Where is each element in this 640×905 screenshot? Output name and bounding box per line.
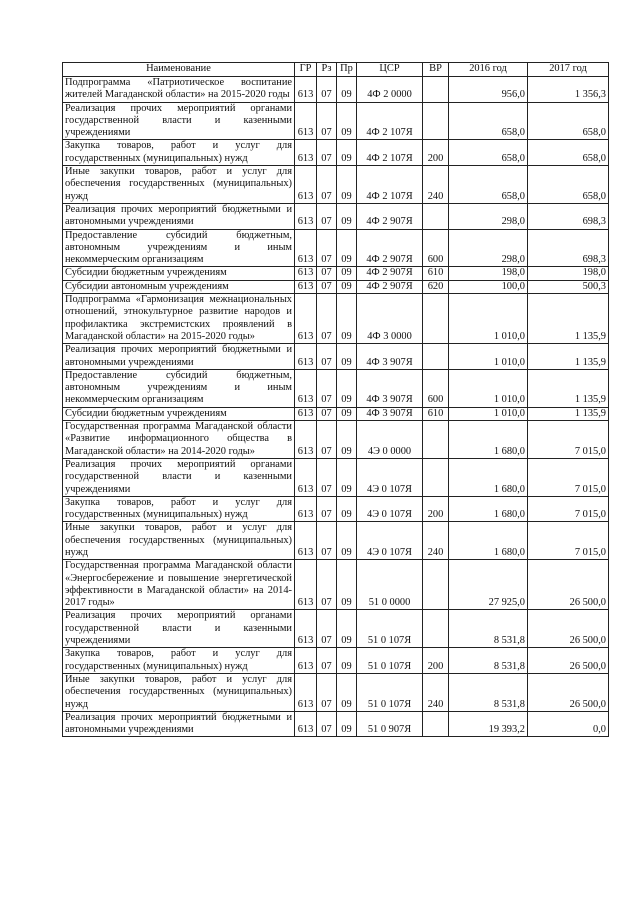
row-rz-cell: 07: [317, 560, 337, 610]
row-csr-cell: 4Ф 2 107Я: [357, 166, 423, 204]
row-name-cell: Подпрограмма «Гармонизация межнациональных отношений, этнокультурное развитие народов и профилактика экстремистских проявлений в Магаданской области» на 2015-2020 годы»: [63, 294, 295, 344]
row-pr-cell: 09: [337, 407, 357, 420]
row-rz-cell: 07: [317, 421, 337, 459]
row-csr-cell: 4Ф 2 107Я: [357, 140, 423, 166]
row-2016-cell: 8 531,8: [449, 610, 528, 648]
row-rz-cell: 07: [317, 280, 337, 293]
row-vr-cell: 240: [423, 522, 449, 560]
row-2017-cell: 0,0: [528, 711, 609, 737]
row-2017-cell: 1 356,3: [528, 77, 609, 103]
row-csr-cell: 4Ф 2 907Я: [357, 203, 423, 229]
row-rz-cell: 07: [317, 102, 337, 140]
table-row: [63, 229, 609, 267]
row-vr-cell: 240: [423, 673, 449, 711]
row-2017-cell: 698,3: [528, 203, 609, 229]
row-rz-cell: 07: [317, 166, 337, 204]
row-rz-cell: 07: [317, 267, 337, 280]
row-name-cell: Реализация прочих мероприятий органами государственной власти и казенными учреждениями: [63, 458, 295, 496]
table-row: [63, 280, 609, 293]
row-gr-cell: 613: [295, 203, 317, 229]
row-2016-cell: 19 393,2: [449, 711, 528, 737]
row-name-cell: Субсидии бюджетным учреждениям: [63, 407, 295, 420]
row-vr-cell: 240: [423, 166, 449, 204]
table-row: [63, 203, 609, 229]
row-vr-cell: 200: [423, 140, 449, 166]
row-2017-cell: 698,3: [528, 229, 609, 267]
row-rz-cell: 07: [317, 458, 337, 496]
row-name-cell: Закупка товаров, работ и услуг для государственных (муниципальных) нужд: [63, 140, 295, 166]
row-2016-cell: 956,0: [449, 77, 528, 103]
row-2017-cell: 26 500,0: [528, 648, 609, 674]
row-gr-cell: 613: [295, 369, 317, 407]
row-vr-cell: [423, 344, 449, 370]
row-name-cell: Реализация прочих мероприятий органами государственной власти и казенными учреждениями: [63, 102, 295, 140]
row-name-cell: Иные закупки товаров, работ и услуг для обеспечения государственных (муниципальных) нужд: [63, 522, 295, 560]
table-row: [63, 294, 609, 344]
row-rz-cell: 07: [317, 203, 337, 229]
header-pr: Пр: [337, 63, 357, 77]
row-2016-cell: 658,0: [449, 102, 528, 140]
row-pr-cell: 09: [337, 280, 357, 293]
row-rz-cell: 07: [317, 496, 337, 522]
row-gr-cell: 613: [295, 267, 317, 280]
row-2016-cell: 298,0: [449, 229, 528, 267]
row-2017-cell: 26 500,0: [528, 610, 609, 648]
row-gr-cell: 613: [295, 140, 317, 166]
row-2017-cell: 7 015,0: [528, 496, 609, 522]
table-row: [63, 610, 609, 648]
header-2016: 2016 год: [449, 63, 528, 77]
row-2016-cell: 27 925,0: [449, 560, 528, 610]
row-2016-cell: 198,0: [449, 267, 528, 280]
row-gr-cell: 613: [295, 421, 317, 459]
row-vr-cell: 600: [423, 369, 449, 407]
table-row: [63, 421, 609, 459]
row-2016-cell: 658,0: [449, 166, 528, 204]
row-csr-cell: 4Ф 2 907Я: [357, 267, 423, 280]
row-rz-cell: 07: [317, 140, 337, 166]
row-pr-cell: 09: [337, 673, 357, 711]
row-2016-cell: 8 531,8: [449, 673, 528, 711]
row-vr-cell: [423, 77, 449, 103]
row-csr-cell: 4Ф 3 907Я: [357, 407, 423, 420]
row-gr-cell: 613: [295, 77, 317, 103]
header-2017: 2017 год: [528, 63, 609, 77]
row-pr-cell: 09: [337, 648, 357, 674]
row-csr-cell: 4Э 0 107Я: [357, 458, 423, 496]
row-2017-cell: 198,0: [528, 267, 609, 280]
table-row: [63, 344, 609, 370]
table-row: [63, 496, 609, 522]
row-vr-cell: 200: [423, 496, 449, 522]
row-rz-cell: 07: [317, 522, 337, 560]
row-name-cell: Государственная программа Магаданской области «Энергосбережение и повышение энергетической эффективности в Магаданской области» на 2014-2017 годы»: [63, 560, 295, 610]
row-name-cell: Предоставление субсидий бюджетным, автономным учреждениям и иным некоммерческим организациям: [63, 369, 295, 407]
row-name-cell: Реализация прочих мероприятий органами государственной власти и казенными учреждениями: [63, 610, 295, 648]
row-gr-cell: 613: [295, 102, 317, 140]
row-vr-cell: [423, 203, 449, 229]
row-gr-cell: 613: [295, 610, 317, 648]
header-gr: ГР: [295, 63, 317, 77]
row-pr-cell: 09: [337, 560, 357, 610]
row-csr-cell: 4Э 0 107Я: [357, 496, 423, 522]
row-pr-cell: 09: [337, 522, 357, 560]
row-csr-cell: 4Ф 2 0000: [357, 77, 423, 103]
row-pr-cell: 09: [337, 203, 357, 229]
row-2016-cell: 100,0: [449, 280, 528, 293]
row-2017-cell: 658,0: [528, 140, 609, 166]
table-row: [63, 711, 609, 737]
row-2016-cell: 1 680,0: [449, 496, 528, 522]
row-2016-cell: 298,0: [449, 203, 528, 229]
table-header-row: [63, 63, 609, 77]
table-row: [63, 166, 609, 204]
row-2017-cell: 26 500,0: [528, 560, 609, 610]
row-csr-cell: 4Э 0 0000: [357, 421, 423, 459]
row-csr-cell: 4Ф 2 107Я: [357, 102, 423, 140]
row-2016-cell: 1 680,0: [449, 421, 528, 459]
row-name-cell: Иные закупки товаров, работ и услуг для обеспечения государственных (муниципальных) нужд: [63, 673, 295, 711]
row-name-cell: Закупка товаров, работ и услуг для государственных (муниципальных) нужд: [63, 496, 295, 522]
table-row: [63, 267, 609, 280]
row-csr-cell: 4Ф 3 907Я: [357, 344, 423, 370]
header-rz: Рз: [317, 63, 337, 77]
row-vr-cell: [423, 421, 449, 459]
row-2017-cell: 26 500,0: [528, 673, 609, 711]
budget-table: [62, 62, 609, 737]
row-2017-cell: 1 135,9: [528, 407, 609, 420]
row-2016-cell: 1 010,0: [449, 369, 528, 407]
row-rz-cell: 07: [317, 407, 337, 420]
row-name-cell: Государственная программа Магаданской области «Развитие информационного общества в Магаданской области» на 2014-2020 годы»: [63, 421, 295, 459]
row-gr-cell: 613: [295, 711, 317, 737]
row-vr-cell: 610: [423, 267, 449, 280]
row-csr-cell: 51 0 107Я: [357, 610, 423, 648]
row-csr-cell: 4Ф 3 0000: [357, 294, 423, 344]
row-2016-cell: 1 680,0: [449, 458, 528, 496]
row-name-cell: Иные закупки товаров, работ и услуг для обеспечения государственных (муниципальных) нужд: [63, 166, 295, 204]
row-gr-cell: 613: [295, 458, 317, 496]
row-pr-cell: 09: [337, 102, 357, 140]
header-vr: ВР: [423, 63, 449, 77]
row-csr-cell: 51 0 107Я: [357, 648, 423, 674]
row-2016-cell: 1 680,0: [449, 522, 528, 560]
row-name-cell: Предоставление субсидий бюджетным, автономным учреждениям и иным некоммерческим организациям: [63, 229, 295, 267]
row-gr-cell: 613: [295, 344, 317, 370]
row-2017-cell: 658,0: [528, 102, 609, 140]
row-gr-cell: 613: [295, 280, 317, 293]
row-csr-cell: 51 0 907Я: [357, 711, 423, 737]
row-name-cell: Реализация прочих мероприятий бюджетными и автономными учреждениями: [63, 711, 295, 737]
row-2017-cell: 1 135,9: [528, 344, 609, 370]
row-vr-cell: [423, 102, 449, 140]
row-2016-cell: 1 010,0: [449, 407, 528, 420]
row-vr-cell: [423, 711, 449, 737]
row-gr-cell: 613: [295, 294, 317, 344]
row-gr-cell: 613: [295, 560, 317, 610]
row-pr-cell: 09: [337, 369, 357, 407]
row-vr-cell: [423, 294, 449, 344]
row-pr-cell: 09: [337, 421, 357, 459]
row-vr-cell: 620: [423, 280, 449, 293]
row-2016-cell: 8 531,8: [449, 648, 528, 674]
row-pr-cell: 09: [337, 267, 357, 280]
table-row: [63, 458, 609, 496]
row-pr-cell: 09: [337, 610, 357, 648]
row-pr-cell: 09: [337, 140, 357, 166]
row-name-cell: Субсидии автономным учреждениям: [63, 280, 295, 293]
row-rz-cell: 07: [317, 369, 337, 407]
row-vr-cell: [423, 610, 449, 648]
row-gr-cell: 613: [295, 648, 317, 674]
row-name-cell: Реализация прочих мероприятий бюджетными и автономными учреждениями: [63, 344, 295, 370]
row-csr-cell: 4Ф 3 907Я: [357, 369, 423, 407]
table-row: [63, 407, 609, 420]
row-name-cell: Реализация прочих мероприятий бюджетными и автономными учреждениями: [63, 203, 295, 229]
row-pr-cell: 09: [337, 344, 357, 370]
header-name: Наименование: [63, 63, 295, 77]
row-pr-cell: 09: [337, 77, 357, 103]
row-csr-cell: 4Э 0 107Я: [357, 522, 423, 560]
row-gr-cell: 613: [295, 229, 317, 267]
row-vr-cell: [423, 458, 449, 496]
row-2017-cell: 7 015,0: [528, 522, 609, 560]
row-name-cell: Подпрограмма «Патриотическое воспитание жителей Магаданской области» на 2015-2020 годы: [63, 77, 295, 103]
row-gr-cell: 613: [295, 166, 317, 204]
row-2017-cell: 7 015,0: [528, 421, 609, 459]
table-row: [63, 648, 609, 674]
row-2017-cell: 1 135,9: [528, 294, 609, 344]
row-csr-cell: 4Ф 2 907Я: [357, 280, 423, 293]
row-pr-cell: 09: [337, 166, 357, 204]
row-pr-cell: 09: [337, 496, 357, 522]
table-row: [63, 560, 609, 610]
row-2017-cell: 1 135,9: [528, 369, 609, 407]
row-2016-cell: 1 010,0: [449, 344, 528, 370]
row-gr-cell: 613: [295, 407, 317, 420]
header-csr: ЦСР: [357, 63, 423, 77]
row-csr-cell: 51 0 107Я: [357, 673, 423, 711]
row-csr-cell: 4Ф 2 907Я: [357, 229, 423, 267]
row-name-cell: Закупка товаров, работ и услуг для государственных (муниципальных) нужд: [63, 648, 295, 674]
row-2017-cell: 7 015,0: [528, 458, 609, 496]
row-pr-cell: 09: [337, 229, 357, 267]
table-row: [63, 673, 609, 711]
table-row: [63, 77, 609, 103]
row-rz-cell: 07: [317, 711, 337, 737]
table-row: [63, 140, 609, 166]
row-pr-cell: 09: [337, 458, 357, 496]
row-rz-cell: 07: [317, 77, 337, 103]
row-2017-cell: 658,0: [528, 166, 609, 204]
row-rz-cell: 07: [317, 648, 337, 674]
row-gr-cell: 613: [295, 496, 317, 522]
row-rz-cell: 07: [317, 610, 337, 648]
row-2017-cell: 500,3: [528, 280, 609, 293]
table-row: [63, 102, 609, 140]
row-vr-cell: [423, 560, 449, 610]
row-rz-cell: 07: [317, 229, 337, 267]
row-pr-cell: 09: [337, 294, 357, 344]
table-row: [63, 369, 609, 407]
row-rz-cell: 07: [317, 344, 337, 370]
row-vr-cell: 600: [423, 229, 449, 267]
row-vr-cell: 200: [423, 648, 449, 674]
row-csr-cell: 51 0 0000: [357, 560, 423, 610]
row-rz-cell: 07: [317, 673, 337, 711]
table-row: [63, 522, 609, 560]
row-pr-cell: 09: [337, 711, 357, 737]
row-2016-cell: 658,0: [449, 140, 528, 166]
row-rz-cell: 07: [317, 294, 337, 344]
row-2016-cell: 1 010,0: [449, 294, 528, 344]
row-name-cell: Субсидии бюджетным учреждениям: [63, 267, 295, 280]
row-vr-cell: 610: [423, 407, 449, 420]
row-gr-cell: 613: [295, 522, 317, 560]
row-gr-cell: 613: [295, 673, 317, 711]
